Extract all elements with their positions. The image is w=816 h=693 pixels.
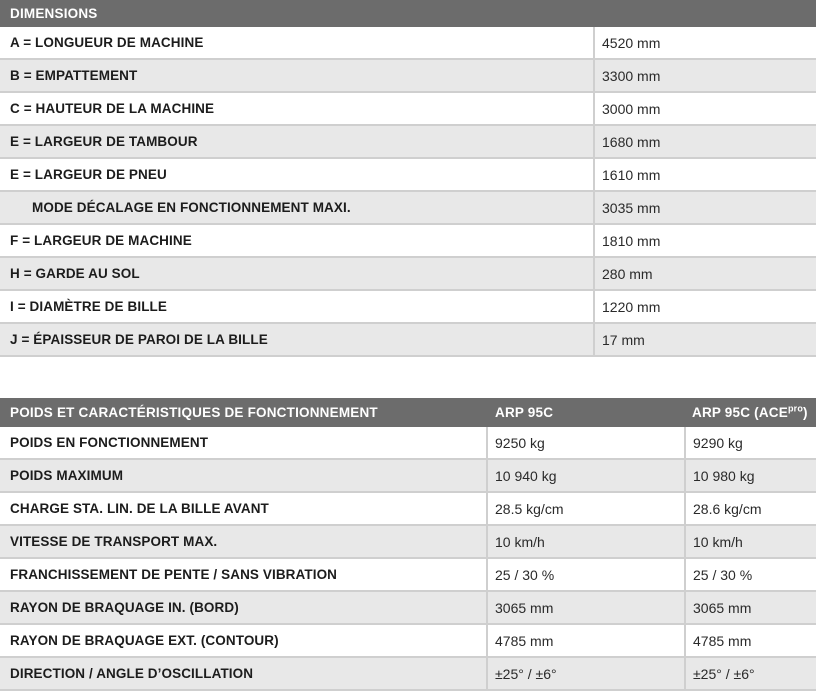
spec-value-arp95c-acepro: 28.6 kg/cm [684, 493, 816, 524]
spec-value-arp95c-acepro: 3065 mm [684, 592, 816, 623]
table-row [0, 658, 816, 691]
table-row [0, 427, 816, 460]
weights-table-title: POIDS ET CARACTÉRISTIQUES DE FONCTIONNEMENT [10, 405, 378, 420]
spec-value: 1220 mm [593, 291, 816, 322]
dimensions-table-header [0, 0, 816, 27]
spec-value: 1810 mm [593, 225, 816, 256]
table-row [0, 291, 816, 324]
spec-label: A = LONGUEUR DE MACHINE [10, 35, 204, 50]
table-row [0, 625, 816, 658]
spec-value-arp95c: 4785 mm [486, 625, 684, 656]
spec-value-arp95c-acepro: 25 / 30 % [684, 559, 816, 590]
column-header-arp95c: ARP 95C [495, 405, 554, 420]
spec-label: C = HAUTEUR DE LA MACHINE [10, 101, 215, 116]
table-row [0, 93, 816, 126]
dimensions-table-body [0, 27, 816, 357]
table-row [0, 159, 816, 192]
spec-label: E = LARGEUR DE TAMBOUR [10, 134, 198, 149]
spec-value-arp95c-acepro: ±25° / ±6° [684, 658, 816, 689]
table-row [0, 493, 816, 526]
spec-label: POIDS EN FONCTIONNEMENT [10, 435, 209, 450]
table-row [0, 526, 816, 559]
spec-value: 17 mm [593, 324, 816, 355]
weights-table-header [0, 398, 816, 427]
spec-value: 3300 mm [593, 60, 816, 91]
table-row [0, 192, 816, 225]
weights-table-body [0, 427, 816, 691]
table-row [0, 460, 816, 493]
spec-value: 3000 mm [593, 93, 816, 124]
spec-value-arp95c: ±25° / ±6° [486, 658, 684, 689]
spec-label: MODE DÉCALAGE EN FONCTIONNEMENT MAXI. [32, 200, 351, 215]
table-row [0, 27, 816, 60]
spec-label: FRANCHISSEMENT DE PENTE / SANS VIBRATION [10, 567, 338, 582]
spec-value-arp95c: 10 km/h [486, 526, 684, 557]
spec-value: 3035 mm [593, 192, 816, 223]
weights-table [0, 398, 816, 691]
spec-value-arp95c: 9250 kg [486, 427, 684, 458]
table-row [0, 60, 816, 93]
spec-value-arp95c: 3065 mm [486, 592, 684, 623]
table-row [0, 559, 816, 592]
spec-label: VITESSE DE TRANSPORT MAX. [10, 534, 218, 549]
spec-value: 1610 mm [593, 159, 816, 190]
spec-value-arp95c: 25 / 30 % [486, 559, 684, 590]
spec-label: POIDS MAXIMUM [10, 468, 124, 483]
table-row [0, 225, 816, 258]
spec-label: DIRECTION / ANGLE D’OSCILLATION [10, 666, 254, 681]
spec-label: RAYON DE BRAQUAGE IN. (BORD) [10, 600, 239, 615]
column-header-acepro-suffix: ) [803, 405, 808, 420]
spec-label: CHARGE STA. LIN. DE LA BILLE AVANT [10, 501, 269, 516]
spec-label: B = EMPATTEMENT [10, 68, 138, 83]
column-header-acepro-prefix: ARP 95C (ACE [692, 405, 788, 420]
spec-value-arp95c-acepro: 10 km/h [684, 526, 816, 557]
spec-label: RAYON DE BRAQUAGE EXT. (CONTOUR) [10, 633, 279, 648]
spec-value-arp95c-acepro: 4785 mm [684, 625, 816, 656]
spec-label: J = ÉPAISSEUR DE PAROI DE LA BILLE [10, 332, 268, 347]
table-row [0, 592, 816, 625]
table-row [0, 126, 816, 159]
spec-label: F = LARGEUR DE MACHINE [10, 233, 192, 248]
dimensions-table-title: DIMENSIONS [10, 6, 98, 21]
table-row [0, 324, 816, 357]
spec-value: 280 mm [593, 258, 816, 289]
spec-value: 4520 mm [593, 27, 816, 58]
spec-label: E = LARGEUR DE PNEU [10, 167, 167, 182]
spec-value-arp95c-acepro: 9290 kg [684, 427, 816, 458]
spec-value-arp95c-acepro: 10 980 kg [684, 460, 816, 491]
spec-value-arp95c: 10 940 kg [486, 460, 684, 491]
spec-label: H = GARDE AU SOL [10, 266, 140, 281]
spec-value: 1680 mm [593, 126, 816, 157]
table-row [0, 258, 816, 291]
spec-value-arp95c: 28.5 kg/cm [486, 493, 684, 524]
column-header-acepro-sup: pro [787, 403, 804, 414]
spec-label: I = DIAMÈTRE DE BILLE [10, 299, 167, 314]
column-header-arp95c-acepro [684, 405, 816, 420]
